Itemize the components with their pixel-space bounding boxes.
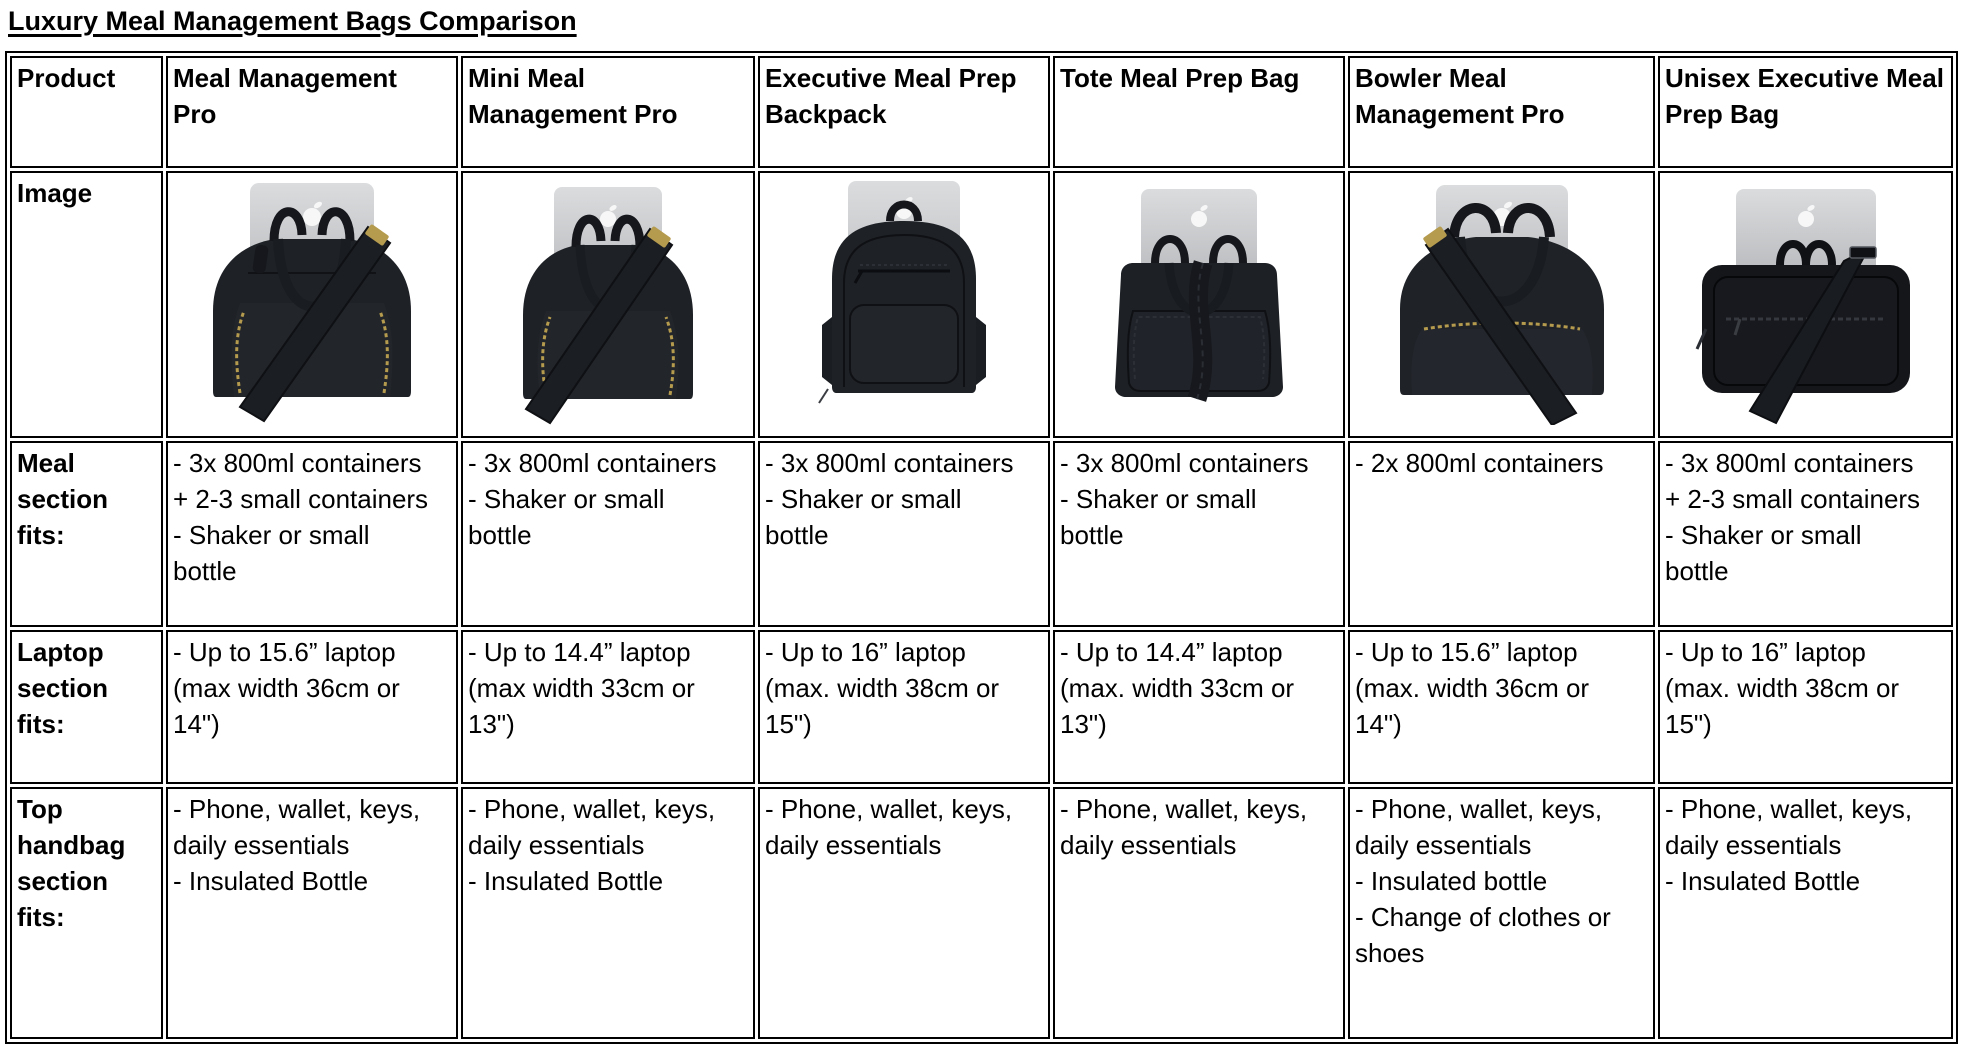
handbag-cell-bowler-meal-management-pro: - Phone, wallet, keys, daily essentials - Insulated bottle - Change of clothes or shoes [1348, 787, 1655, 1039]
handbag-cell-meal-management-pro: - Phone, wallet, keys, daily essentials - Insulated Bottle [166, 787, 458, 1039]
meal-cell-unisex-executive-meal-prep-bag: - 3x 800ml containers + 2-3 small containers - Shaker or small bottle [1658, 441, 1953, 627]
meal-cell-mini-meal-management-pro: - 3x 800ml containers - Shaker or small bottle [461, 441, 755, 627]
row-label-product: Product [10, 56, 163, 168]
page-title: Luxury Meal Management Bags Comparison [8, 6, 577, 36]
black-dome-satchel-bag-with-macbook-photo [182, 177, 442, 425]
image-cell-executive-meal-prep-backpack [758, 171, 1050, 438]
black-tote-bag-with-macbook-photo [1069, 177, 1329, 425]
handbag-cell-executive-meal-prep-backpack: - Phone, wallet, keys, daily essentials [758, 787, 1050, 1039]
laptop-cell-meal-management-pro: - Up to 15.6” laptop (max width 36cm or 14") [166, 630, 458, 784]
row-label-laptop-section: Laptop section fits: [10, 630, 163, 784]
laptop-row [10, 630, 1953, 784]
meal-cell-meal-management-pro: - 3x 800ml containers + 2-3 small containers - Shaker or small bottle [166, 441, 458, 627]
image-cell-bowler-meal-management-pro [1348, 171, 1655, 438]
image-cell-meal-management-pro [166, 171, 458, 438]
laptop-cell-unisex-executive-meal-prep-bag: - Up to 16” laptop (max. width 38cm or 15") [1658, 630, 1953, 784]
handbag-row [10, 787, 1953, 1039]
meal-row [10, 441, 1953, 627]
row-label-meal-section: Meal section fits: [10, 441, 163, 627]
meal-cell-executive-meal-prep-backpack: - 3x 800ml containers - Shaker or small bottle [758, 441, 1050, 627]
header-row [10, 56, 1953, 168]
black-bowler-bag-with-macbook-photo [1372, 177, 1632, 425]
meal-cell-tote-meal-prep-bag: - 3x 800ml containers - Shaker or small bottle [1053, 441, 1345, 627]
laptop-cell-mini-meal-management-pro: - Up to 14.4” laptop (max width 33cm or 13") [461, 630, 755, 784]
laptop-cell-bowler-meal-management-pro: - Up to 15.6” laptop (max. width 36cm or 14") [1348, 630, 1655, 784]
meal-cell-bowler-meal-management-pro: - 2x 800ml containers [1348, 441, 1655, 627]
black-backpack-with-macbook-photo [774, 177, 1034, 425]
row-label-image: Image [10, 171, 163, 438]
row-label-top-handbag-section: Top handbag section fits: [10, 787, 163, 1039]
handbag-cell-tote-meal-prep-bag: - Phone, wallet, keys, daily essentials [1053, 787, 1345, 1039]
black-mini-satchel-bag-with-macbook-photo [478, 177, 738, 425]
comparison-table [5, 51, 1958, 1044]
product-name-unisex-executive-meal-prep-bag: Unisex Executive Meal Prep Bag [1658, 56, 1953, 168]
laptop-cell-tote-meal-prep-bag: - Up to 14.4” laptop (max. width 33cm or 13") [1053, 630, 1345, 784]
product-name-executive-meal-prep-backpack: Executive Meal Prep Backpack [758, 56, 1050, 168]
image-row [10, 171, 1953, 438]
handbag-cell-unisex-executive-meal-prep-bag: - Phone, wallet, keys, daily essentials - Insulated Bottle [1658, 787, 1953, 1039]
image-cell-mini-meal-management-pro [461, 171, 755, 438]
product-name-tote-meal-prep-bag: Tote Meal Prep Bag [1053, 56, 1345, 168]
image-cell-tote-meal-prep-bag [1053, 171, 1345, 438]
handbag-cell-mini-meal-management-pro: - Phone, wallet, keys, daily essentials - Insulated Bottle [461, 787, 755, 1039]
laptop-cell-executive-meal-prep-backpack: - Up to 16” laptop (max. width 38cm or 15") [758, 630, 1050, 784]
product-name-meal-management-pro: Meal Management Pro [166, 56, 458, 168]
product-name-mini-meal-management-pro: Mini Meal Management Pro [461, 56, 755, 168]
product-name-bowler-meal-management-pro: Bowler Meal Management Pro [1348, 56, 1655, 168]
black-briefcase-bag-with-macbook-photo [1676, 177, 1936, 425]
image-cell-unisex-executive-meal-prep-bag [1658, 171, 1953, 438]
